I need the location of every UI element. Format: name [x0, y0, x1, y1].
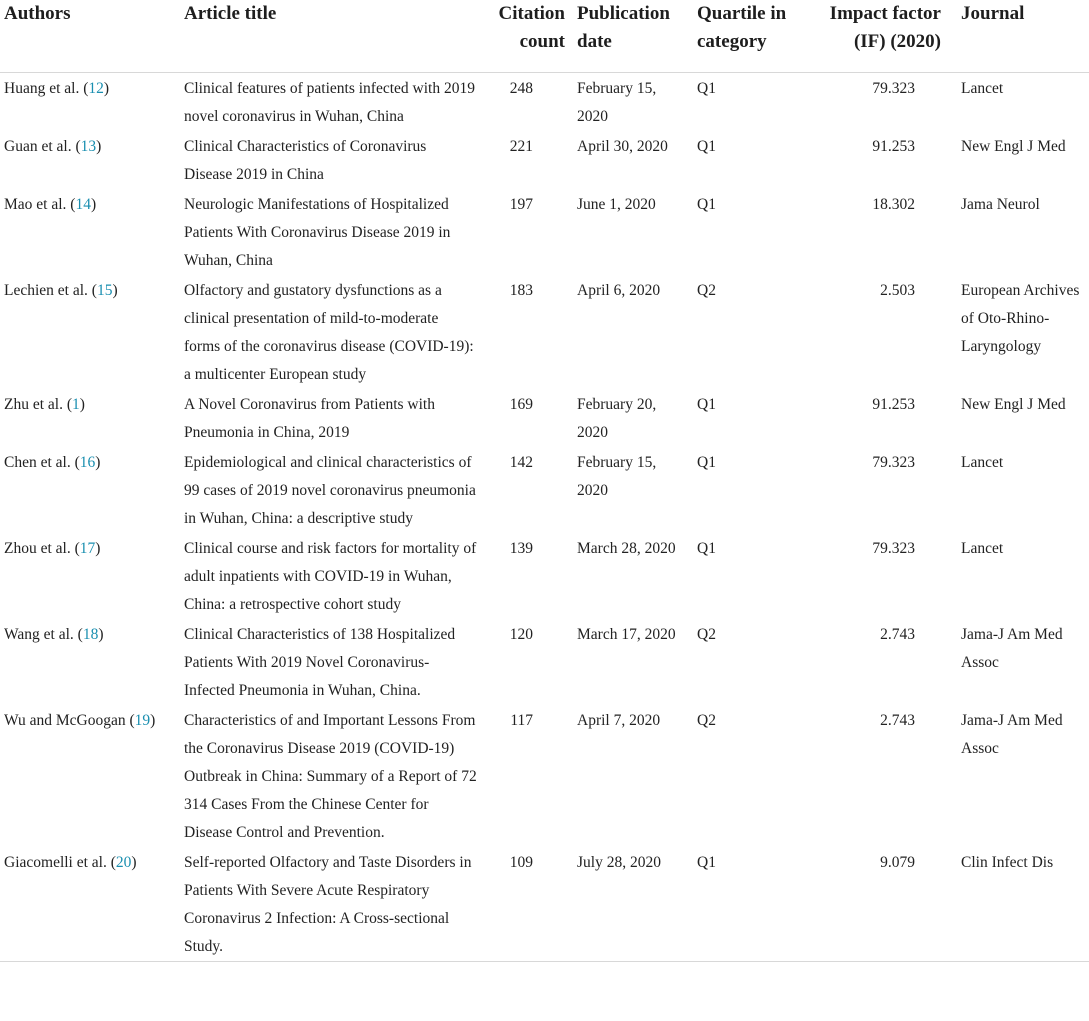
cell-article-title: Clinical features of patients infected with 2019 novel coronavirus in Wuhan, China: [184, 79, 475, 125]
table-row: [0, 389, 1089, 447]
cell-quartile: Q1: [697, 453, 716, 471]
author-text: Huang et al. (: [4, 79, 89, 97]
reference-close-paren: ): [96, 137, 102, 155]
cell-quartile: Q2: [697, 281, 716, 299]
reference-link[interactable]: 1: [72, 395, 80, 413]
cell-publication-date: April 7, 2020: [577, 711, 661, 729]
reference-link[interactable]: 16: [79, 453, 96, 471]
cell-article-title: Characteristics of and Important Lessons From the Coronavirus Disease 2019 (COVID-19) Outbreak in China: Summary of a Report of 72 314 Cases From the Chinese Center for Disease Control and Prevention.: [184, 711, 477, 841]
cell-publication-date: March 28, 2020: [577, 539, 676, 557]
reference-link[interactable]: 18: [82, 625, 99, 643]
table-body: [0, 72, 1089, 961]
cell-quartile: Q1: [697, 853, 716, 871]
cell-impact-factor: 91.253: [872, 395, 915, 413]
author-text: Giacomelli et al. (: [4, 853, 116, 871]
cell-citation-count: 248: [509, 79, 533, 97]
reference-close-paren: ): [90, 195, 97, 213]
author-text: Wang et al. (: [4, 625, 83, 643]
cell-authors: [0, 389, 184, 447]
cell-authors: [0, 619, 184, 705]
cell-authors: [0, 847, 184, 962]
table-row: [0, 131, 1089, 189]
cell-journal: Lancet: [961, 453, 1004, 471]
cell-citation-count: 139: [509, 539, 533, 557]
header-impact-factor: Impact factor (IF) (2020): [829, 3, 941, 52]
table-row: [0, 847, 1089, 962]
cell-quartile: Q1: [697, 137, 716, 155]
cell-publication-date: April 6, 2020: [577, 281, 661, 299]
table-row: [0, 447, 1089, 533]
cell-quartile: Q2: [697, 625, 716, 643]
author-text: Chen et al. (: [4, 453, 80, 471]
cell-journal: New Engl J Med: [961, 137, 1066, 155]
header-row: [0, 0, 1089, 72]
cell-journal: Lancet: [961, 539, 1004, 557]
author-text: Zhou et al. (: [4, 539, 80, 557]
cell-journal: Clin Infect Dis: [961, 853, 1054, 871]
cell-quartile: Q1: [697, 195, 716, 213]
reference-close-paren: ): [131, 853, 137, 871]
table-row: [0, 619, 1089, 705]
cell-impact-factor: 79.323: [872, 79, 915, 97]
cell-citation-count: 109: [509, 853, 533, 871]
cell-citation-count: 117: [510, 711, 533, 729]
cell-article-title: Clinical Characteristics of 138 Hospitalized Patients With 2019 Novel Coronavirus-Infected Pneumonia in Wuhan, China.: [184, 625, 456, 699]
cell-publication-date: February 15, 2020: [577, 79, 657, 125]
cell-impact-factor: 79.323: [872, 539, 915, 557]
cell-publication-date: June 1, 2020: [577, 195, 656, 213]
cell-quartile: Q1: [697, 79, 716, 97]
cell-citation-count: 221: [509, 137, 533, 155]
cell-impact-factor: 2.743: [880, 625, 915, 643]
header-journal: Journal: [961, 3, 1025, 24]
cell-article-title: Olfactory and gustatory dysfunctions as a clinical presentation of mild-to-moderate forms of the coronavirus disease (COVID-19): a multicenter European study: [184, 281, 474, 383]
author-text: Wu and McGoogan (: [4, 711, 135, 729]
table-row: [0, 189, 1089, 275]
cell-authors: [0, 189, 184, 275]
reference-close-paren: ): [150, 711, 156, 729]
table-header: [0, 0, 1089, 72]
cell-quartile: Q1: [697, 539, 716, 557]
author-text: Mao et al. (: [4, 195, 76, 213]
cell-journal: Jama-J Am Med Assoc: [961, 711, 1063, 757]
reference-close-paren: ): [103, 79, 110, 97]
reference-link[interactable]: 12: [88, 79, 104, 97]
cell-article-title: Clinical Characteristics of Coronavirus Disease 2019 in China: [184, 137, 427, 183]
cell-citation-count: 169: [509, 395, 533, 413]
reference-close-paren: ): [95, 453, 101, 471]
cell-article-title: A Novel Coronavirus from Patients with Pneumonia in China, 2019: [184, 395, 435, 441]
cell-authors: [0, 131, 184, 189]
cell-authors: [0, 275, 184, 389]
reference-link[interactable]: 19: [134, 711, 151, 729]
header-publication-date: Publication date: [577, 3, 670, 52]
reference-link[interactable]: 13: [80, 137, 97, 155]
cell-authors: [0, 72, 184, 131]
reference-link[interactable]: 14: [75, 195, 91, 213]
cell-quartile: Q2: [697, 711, 716, 729]
reference-close-paren: ): [112, 281, 118, 299]
reference-link[interactable]: 20: [115, 853, 132, 871]
table-row: [0, 275, 1089, 389]
cell-publication-date: March 17, 2020: [577, 625, 676, 643]
cell-journal: European Archives of Oto-Rhino-Laryngology: [961, 281, 1080, 355]
cell-publication-date: April 30, 2020: [577, 137, 668, 155]
cell-impact-factor: 91.253: [872, 137, 915, 155]
cell-impact-factor: 9.079: [880, 853, 915, 871]
header-authors: Authors: [4, 3, 71, 24]
cell-quartile: Q1: [697, 395, 716, 413]
cell-journal: Jama Neurol: [961, 195, 1040, 213]
cell-impact-factor: 2.503: [880, 281, 915, 299]
cell-article-title: Clinical course and risk factors for mortality of adult inpatients with COVID-19 in Wuhan, China: a retrospective cohort study: [184, 539, 477, 613]
header-citation-count: Citation count: [498, 3, 565, 52]
reference-link[interactable]: 15: [96, 281, 113, 299]
header-quartile: Quartile in category: [697, 3, 787, 52]
cell-article-title: Epidemiological and clinical characteristics of 99 cases of 2019 novel coronavirus pneumonia in Wuhan, China: a descriptive study: [184, 453, 476, 527]
cell-impact-factor: 79.323: [872, 453, 915, 471]
author-text: Guan et al. (: [4, 137, 81, 155]
cell-citation-count: 197: [509, 195, 533, 213]
cell-publication-date: July 28, 2020: [577, 853, 661, 871]
author-text: Lechien et al. (: [4, 281, 97, 299]
table-row: [0, 533, 1089, 619]
cell-article-title: Neurologic Manifestations of Hospitalized Patients With Coronavirus Disease 2019 in Wuhan, China: [184, 195, 451, 269]
reference-close-paren: ): [95, 539, 101, 557]
cell-impact-factor: 18.302: [872, 195, 915, 213]
reference-close-paren: ): [79, 395, 85, 413]
reference-close-paren: ): [98, 625, 104, 643]
cell-journal: New Engl J Med: [961, 395, 1066, 413]
cell-authors: [0, 705, 184, 847]
cell-citation-count: 120: [509, 625, 533, 643]
cell-impact-factor: 2.743: [880, 711, 915, 729]
cell-citation-count: 142: [509, 453, 533, 471]
cell-citation-count: 183: [509, 281, 533, 299]
cell-publication-date: February 20, 2020: [577, 395, 657, 441]
cell-publication-date: February 15, 2020: [577, 453, 657, 499]
cell-authors: [0, 533, 184, 619]
table-row: [0, 72, 1089, 131]
cell-article-title: Self-reported Olfactory and Taste Disorders in Patients With Severe Acute Respiratory Coronavirus 2 Infection: A Cross-sectional Study.: [184, 853, 472, 955]
table-row: [0, 705, 1089, 847]
cell-authors: [0, 447, 184, 533]
cell-journal: Jama-J Am Med Assoc: [961, 625, 1063, 671]
reference-link[interactable]: 17: [79, 539, 96, 557]
header-article-title: Article title: [184, 3, 277, 24]
author-text: Zhu et al. (: [4, 395, 73, 413]
cell-journal: Lancet: [961, 79, 1004, 97]
